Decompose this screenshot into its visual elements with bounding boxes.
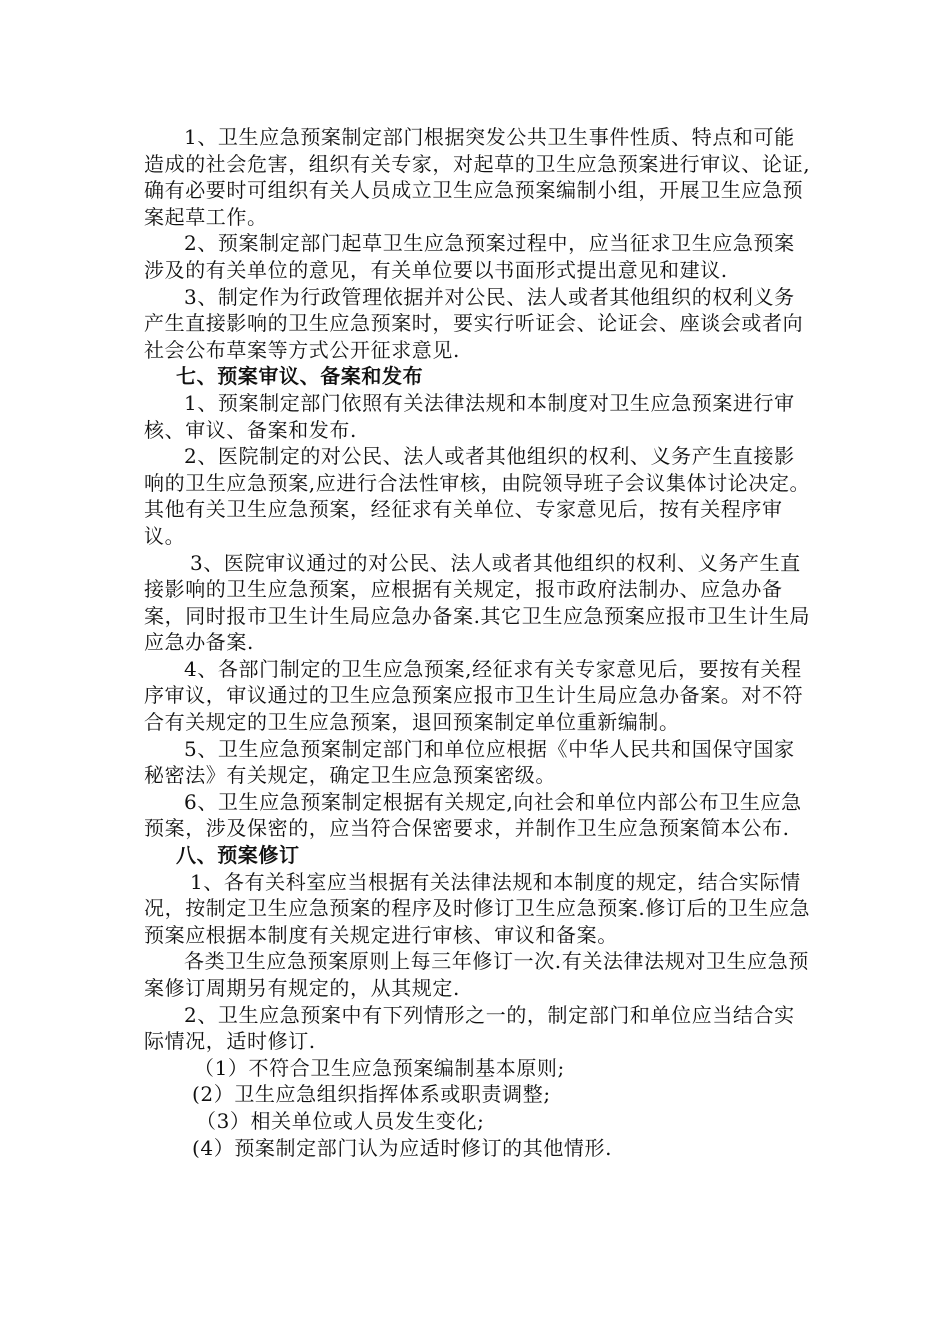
list-item-2: (2）卫生应急组织指挥体系或职责调整; (192, 1082, 551, 1107)
list-item-4: (4）预案制定部门认为应适时修订的其他情形. (192, 1135, 613, 1160)
section-heading-8: 八、预案修订 (176, 843, 300, 868)
paragraph-7-6: 6、卫生应急预案制定根据有关规定,向社会和单位内部公布卫生应急预案，涉及保密的，应当符合保密要求，并制作卫生应急预案简本公布. (144, 789, 802, 841)
section-heading-7: 七、预案审议、备案和发布 (176, 364, 424, 389)
paragraph-8-1b: 各类卫生应急预案原则上每三年修订一次.有关法律法规对卫生应急预案修订周期另有规定的，从其规定. (144, 949, 809, 1000)
paragraph-7-2: 2、医院制定的对公民、法人或者其他组织的权利、义务产生直接影响的卫生应急预案,应进行合法性审核，由院领导班子会议集体讨论决定。其他有关卫生应急预案，经征求有关单位、专家意见后，按有关程序审议。 (144, 444, 811, 548)
list-item-3: （3）相关单位或人员发生变化; (196, 1108, 485, 1133)
paragraph-6-3: 3、制定作为行政管理依据并对公民、法人或者其他组织的权利义务产生直接影响的卫生应急预案时，要实行听证会、论证会、座谈会或者向社会公布草案等方式公开征求意见. (144, 284, 804, 362)
document-body (144, 124, 812, 1161)
paragraph-8-2: 2、卫生应急预案中有下列情形之一的，制定部门和单位应当结合实际情况，适时修订. (144, 1002, 795, 1054)
paragraph-7-1: 1、预案制定部门依照有关法律法规和本制度对卫生应急预案进行审核、审议、备案和发布. (144, 390, 795, 442)
paragraph-7-3: 3、医院审议通过的对公民、法人或者其他组织的权利、义务产生直接影响的卫生应急预案，应根据有关规定，报市政府法制办、应急办备案，同时报市卫生计生局应急办备案.其它卫生应急预案应报市卫生计生局应急办备案. (144, 550, 811, 655)
paragraph-7-5: 5、卫生应急预案制定部门和单位应根据《中华人民共和国保守国家秘密法》有关规定，确定卫生应急预案密级。 (144, 736, 795, 788)
paragraph-6-1: 1、卫生应急预案制定部门根据突发公共卫生事件性质、特点和可能造成的社会危害，组织有关专家，对起草的卫生应急预案进行审议、论证,确有必要时可组织有关人员成立卫生应急预案编制小组，开展卫生应急预案起草工作。 (144, 125, 811, 229)
paragraph-8-1: 1、各有关科室应当根据有关法律法规和本制度的规定，结合实际情况，按制定卫生应急预案的程序及时修订卫生应急预案.修订后的卫生应急预案应根据本制度有关规定进行审核、审议和备案。 (144, 869, 811, 947)
paragraph-6-2: 2、预案制定部门起草卫生应急预案过程中，应当征求卫生应急预案涉及的有关单位的意见，有关单位要以书面形式提出意见和建议. (144, 231, 795, 282)
list-item-1: （1）不符合卫生应急预案编制基本原则; (194, 1055, 565, 1080)
paragraph-7-4: 4、各部门制定的卫生应急预案,经征求有关专家意见后，要按有关程序审议，审议通过的卫生应急预案应报市卫生计生局应急办备案。对不符合有关规定的卫生应急预案，退回预案制定单位重新编制。 (144, 656, 804, 735)
